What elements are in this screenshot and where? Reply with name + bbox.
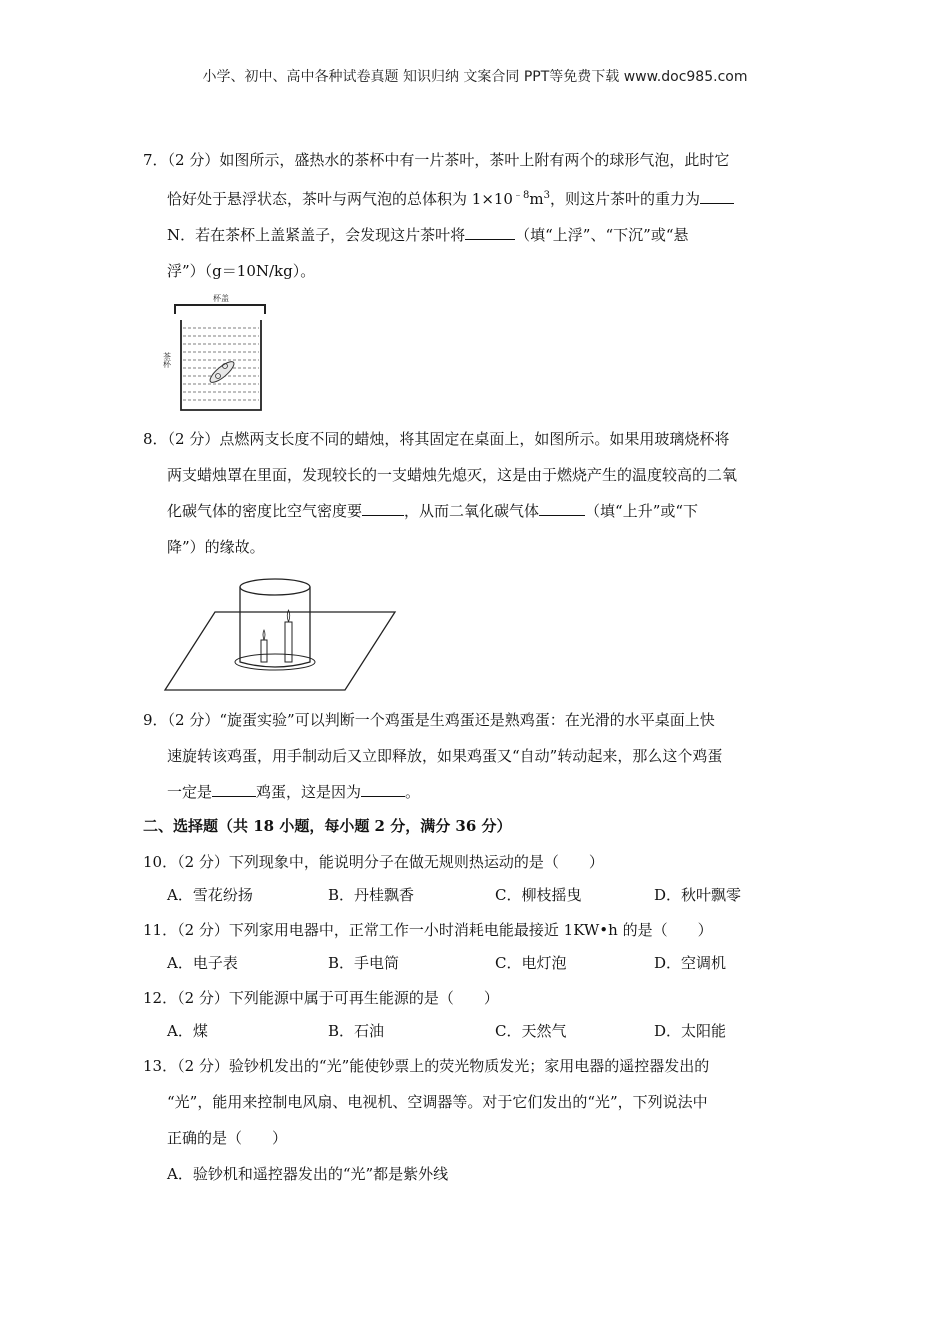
question-12 [143,980,808,1016]
tea-cup-figure [162,292,275,417]
options-11 [167,952,787,982]
question-text: “光”，能用来控制电风扇、电视机、空调器等。对于它们发出的“光”，下列说法中 [167,1093,708,1111]
question-text: （2 分）“旋蛋实验”可以判断一个鸡蛋是生鸡蛋还是熟鸡蛋：在光滑的水平桌面上快 [167,711,715,729]
question-number: 9． [143,711,168,729]
options-10 [167,884,787,914]
answer-blank [361,778,405,797]
question-text: （2 分）如图所示，盛热水的茶杯中有一片茶叶，茶叶上附有两个的球形气泡，此时它 [167,151,730,169]
cup-label: 茶杯 [162,352,172,368]
unit-exponent: 3 [543,190,550,201]
option-a[interactable]: A．验钞机和遥控器发出的“光”都是紫外线 [167,1165,449,1183]
question-text: ，从而二氧化碳气体 [404,502,540,520]
question-text: ，则这片茶叶的重力为 [549,190,700,208]
question-text: 11．（2 分）下列家用电器中，正常工作一小时消耗电能最接近 1KW•h 的是（ ） [143,921,713,939]
beaker-rim-icon [240,579,310,595]
option-b[interactable]: B．石油 [328,1022,385,1040]
question-text: 两支蜡烛罩在里面，发现较长的一支蜡烛先熄灭，这是由于燃烧产生的温度较高的二氧 [167,466,738,484]
option-a[interactable]: A．电子表 [167,954,238,972]
cup-lid-icon [175,305,265,314]
question-13 [143,1048,808,1192]
answer-blank [362,497,404,516]
short-candle-flame-icon [263,630,265,640]
option-a[interactable]: A．雪花纷扬 [167,886,253,904]
unit: m [529,190,544,208]
question-text: 12．（2 分）下列能源中属于可再生能源的是（ ） [143,989,499,1007]
short-candle-icon [261,640,267,662]
options-12 [167,1020,787,1050]
option-b[interactable]: B．手电筒 [328,954,400,972]
water-lines [183,328,259,400]
question-text: 一定是 [167,783,213,801]
answer-blank [212,778,256,797]
option-c[interactable]: C．天然气 [495,1022,567,1040]
long-candle-icon [285,622,292,662]
question-text: 13．（2 分）验钞机发出的“光”能使钞票上的荧光物质发光；家用电器的遥控器发出的 [143,1057,710,1075]
question-11 [143,912,808,948]
option-b[interactable]: B．丹桂飘香 [328,886,415,904]
question-text: 正确的是（ ） [167,1129,288,1147]
question-text: 。 [405,783,421,801]
question-text: （填“上升”或“下 [585,502,699,520]
question-number: 8． [143,430,168,448]
answer-blank [700,185,734,204]
option-d[interactable]: D．空调机 [654,954,727,972]
question-text: 化碳气体的密度比空气密度要 [167,502,363,520]
exponent: ﹣8 [512,190,530,201]
beaker-body-icon [240,587,310,667]
lid-label: 杯盖 [213,294,229,303]
candle-beaker-figure [165,572,395,692]
section-heading: 二、选择题（共 18 小题，每小题 2 分，满分 36 分） [143,817,512,835]
option-d[interactable]: D．秋叶飘零 [654,886,742,904]
question-text: 鸡蛋，这是因为 [256,783,362,801]
answer-blank [465,221,515,240]
tea-leaf-icon [207,359,236,386]
table-surface [165,612,395,690]
question-text: （填“上浮”、“下沉”或“悬 [515,226,689,244]
question-text: N．若在茶杯上盖紧盖子，会发现这片茶叶将 [167,226,466,244]
option-d[interactable]: D．太阳能 [654,1022,727,1040]
question-7 [143,142,808,289]
question-text: 降”）的缘故。 [167,538,265,556]
answer-blank [539,497,585,516]
question-text: 恰好处于悬浮状态，茶叶与两气泡的总体积为 1×10 [167,190,513,208]
question-10 [143,844,808,880]
question-9 [143,702,808,810]
option-a[interactable]: A．煤 [167,1022,208,1040]
cup-body-icon [181,320,261,410]
option-c[interactable]: C．柳枝摇曳 [495,886,582,904]
question-text: （2 分）点燃两支长度不同的蜡烛，将其固定在桌面上，如图所示。如果用玻璃烧杯将 [167,430,730,448]
question-text: 浮”）（g＝10N/kg）。 [167,262,316,280]
question-text: 速旋转该鸡蛋，用手制动后又立即释放，如果鸡蛋又“自动”转动起来，那么这个鸡蛋 [167,747,723,765]
page-header: 小学、初中、高中各种试卷真题 知识归纳 文案合同 PPT等免费下载 www.doc985.com [202,69,748,85]
option-c[interactable]: C．电灯泡 [495,954,567,972]
question-text: 10．（2 分）下列现象中，能说明分子在做无规则热运动的是（ ） [143,853,604,871]
question-8 [143,421,808,565]
question-number: 7． [143,151,168,169]
